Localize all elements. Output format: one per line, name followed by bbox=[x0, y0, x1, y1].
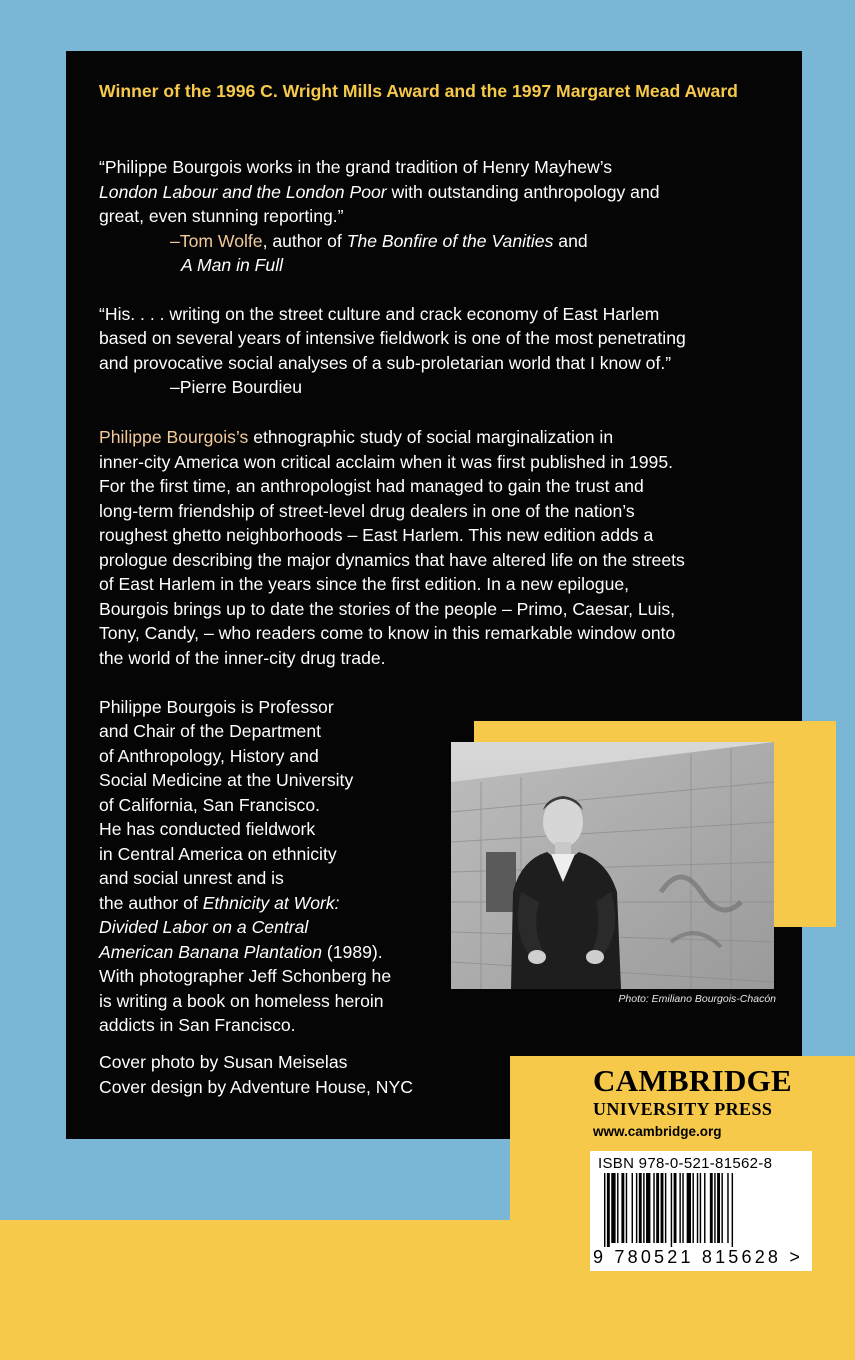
quote1-line3: great, even stunning reporting.” bbox=[99, 206, 344, 226]
description-line: Bourgois brings up to date the stories of the people – Primo, Caesar, Luis, bbox=[99, 599, 676, 619]
description-line: prologue describing the major dynamics that have altered life on the streets bbox=[99, 550, 685, 570]
description-line: roughest ghetto neighborhoods – East Harlem. This new edition adds a bbox=[99, 525, 654, 545]
bio-line: Social Medicine at the University bbox=[99, 770, 354, 790]
quote2-line: based on several years of intensive fieldwork is one of the most penetrating bbox=[99, 328, 686, 348]
barcode-bar bbox=[665, 1173, 666, 1243]
bio-line: American Banana Plantation (1989). bbox=[99, 942, 383, 962]
barcode-bar bbox=[717, 1173, 720, 1243]
barcode-bar bbox=[643, 1173, 644, 1243]
quote2-line: and provocative social analyses of a sub-proletarian world that I know of.” bbox=[99, 353, 672, 373]
barcode-bar bbox=[639, 1173, 642, 1243]
barcode-bar bbox=[732, 1173, 733, 1247]
barcode-bar bbox=[692, 1173, 693, 1243]
author-photo bbox=[451, 742, 774, 989]
quote1-attribution-book2: A Man in Full bbox=[181, 255, 284, 275]
description-line: the world of the inner-city drug trade. bbox=[99, 648, 386, 668]
quote2-attribution: –Pierre Bourdieu bbox=[170, 377, 303, 397]
barcode-bar bbox=[727, 1173, 728, 1243]
description-line: inner-city America won critical acclaim when it was first published in 1995. bbox=[99, 452, 673, 472]
cover-design-credit: Cover design by Adventure House, NYC bbox=[99, 1077, 413, 1097]
barcode-bar bbox=[704, 1173, 705, 1243]
bio-line: in Central America on ethnicity bbox=[99, 844, 337, 864]
quote1-book-title: London Labour and the London Poor bbox=[99, 182, 387, 202]
author-name: Philippe Bourgois’s bbox=[99, 427, 249, 447]
barcode-bar bbox=[632, 1173, 633, 1243]
bio-line: and social unrest and is bbox=[99, 868, 284, 888]
publisher-logo-press: UNIVERSITY PRESS bbox=[593, 1099, 773, 1119]
barcode-bars bbox=[590, 1173, 812, 1247]
description-line: long-term friendship of street-level drug dealers in one of the nation’s bbox=[99, 501, 635, 521]
bio-line: He has conducted fieldwork bbox=[99, 819, 316, 839]
barcode-bar bbox=[653, 1173, 654, 1243]
barcode-bar bbox=[604, 1173, 605, 1247]
barcode-bar bbox=[636, 1173, 637, 1243]
barcode-digits: 9 780521 815628 > bbox=[593, 1247, 804, 1267]
author-photo-illustration bbox=[451, 742, 774, 989]
barcode-bar bbox=[710, 1173, 713, 1243]
quote1-line2: London Labour and the London Poor with outstanding anthropology and bbox=[99, 182, 660, 202]
isbn-barcode bbox=[590, 1151, 812, 1271]
bio-line: the author of Ethnicity at Work: bbox=[99, 893, 340, 913]
barcode-bar bbox=[697, 1173, 698, 1243]
bio-line: Philippe Bourgois is Professor bbox=[99, 697, 334, 717]
bio-book-title: Ethnicity at Work: bbox=[202, 893, 340, 913]
barcode-bar bbox=[687, 1173, 691, 1243]
quote1-author: Tom Wolfe bbox=[179, 231, 263, 251]
publisher-logo-name: CAMBRIDGE bbox=[593, 1063, 793, 1098]
photo-caption: Photo: Emiliano Bourgois-Chacón bbox=[618, 993, 776, 1005]
barcode-bar bbox=[714, 1173, 715, 1243]
bio-line: With photographer Jeff Schonberg he bbox=[99, 966, 392, 986]
barcode-bar bbox=[656, 1173, 659, 1243]
bio-line: of California, San Francisco. bbox=[99, 795, 320, 815]
description-line: Tony, Candy, – who readers come to know in this remarkable window onto bbox=[99, 623, 676, 643]
barcode-bar bbox=[661, 1173, 664, 1243]
barcode-bar bbox=[721, 1173, 722, 1243]
barcode-bar bbox=[682, 1173, 683, 1243]
description-line: of East Harlem in the years since the first edition. In a new epilogue, bbox=[99, 574, 630, 594]
barcode-bar bbox=[626, 1173, 627, 1243]
barcode-bar bbox=[700, 1173, 701, 1243]
bio-line: addicts in San Francisco. bbox=[99, 1015, 296, 1035]
description-line: Philippe Bourgois’s ethnographic study of social marginalization in bbox=[99, 427, 614, 447]
barcode-bar bbox=[646, 1173, 650, 1243]
description-line: For the first time, an anthropologist had managed to gain the trust and bbox=[99, 476, 644, 496]
barcode-bar bbox=[607, 1173, 610, 1247]
quote1-attribution: –Tom Wolfe, author of The Bonfire of the Vanities and bbox=[170, 231, 588, 251]
award-headline: Winner of the 1996 C. Wright Mills Award and the 1997 Margaret Mead Award bbox=[99, 81, 738, 101]
barcode-bar bbox=[617, 1173, 618, 1243]
barcode-bar bbox=[674, 1173, 677, 1243]
bio-line: and Chair of the Department bbox=[99, 721, 322, 741]
isbn-label: ISBN 978-0-521-81562-8 bbox=[598, 1155, 773, 1172]
quote2-line: “His. . . . writing on the street culture and crack economy of East Harlem bbox=[99, 304, 660, 324]
barcode-bar bbox=[679, 1173, 680, 1243]
barcode-bar bbox=[671, 1173, 672, 1247]
barcode-bar bbox=[611, 1173, 615, 1243]
barcode-bar bbox=[621, 1173, 624, 1243]
bio-line: Divided Labor on a Central bbox=[99, 917, 309, 937]
quote1-line1: “Philippe Bourgois works in the grand tradition of Henry Mayhew’s bbox=[99, 157, 613, 177]
bio-line: of Anthropology, History and bbox=[99, 746, 319, 766]
cover-photo-credit: Cover photo by Susan Meiselas bbox=[99, 1052, 348, 1072]
bio-line: is writing a book on homeless heroin bbox=[99, 991, 384, 1011]
publisher-url: www.cambridge.org bbox=[593, 1124, 722, 1139]
